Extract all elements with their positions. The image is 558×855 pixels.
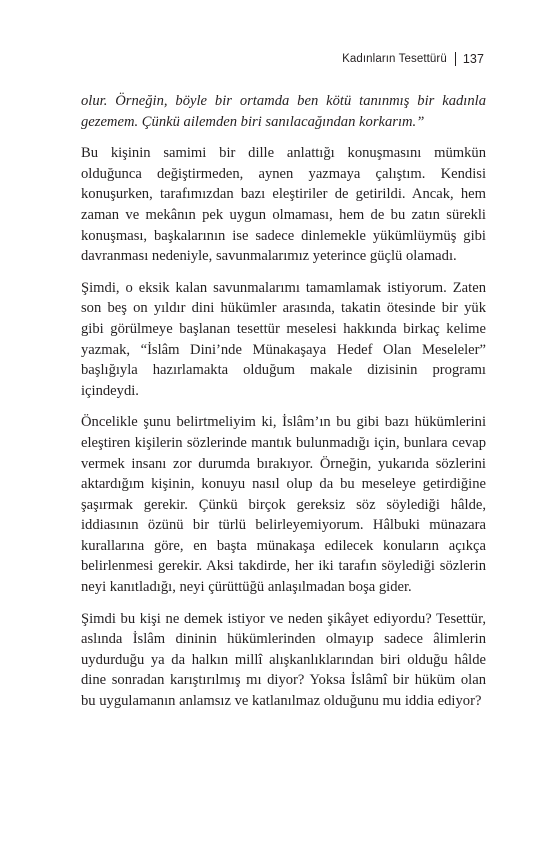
paragraph: Öncelikle şunu belirtmeliyim ki, İslâm’ın bu gibi bazı hükümlerini eleştiren kişilerin sözlerinde mantık bulunmadığı için, bunlara cevap vermek insanı zor durumda bırakıyor. Örneğin, yukarıda sözlerini aktardığım kişinin, konuyu nasıl olup da bu meseleye getirdiğine şaşırmak gerekir. Çünkü birçok gereksiz söz söylediği hâlde, iddiasının özünü bir türlü belirleyemiyorum. Hâlbuki münazara kurallarına göre, en başta münakaşa edilecek konuların açıkça belirlenmesi gerekir. Aksi takdirde, her iki tarafın söylediği sözlerin neyi kanıtladığı, neyi çürüttüğü anlaşılmadan boşa gider. bbox=[81, 414, 486, 596]
header-divider bbox=[455, 52, 456, 66]
chapter-title: Kadınların Tesettürü bbox=[342, 53, 447, 65]
running-header bbox=[342, 52, 484, 66]
body-text bbox=[81, 91, 486, 723]
quote-continuation-paragraph: olur. Örneğin, böyle bir ortamda ben kötü tanınmış bir kadınla gezemem. Çünkü ailemden biri sanılacağından korkarım.” bbox=[81, 93, 486, 130]
paragraph: Bu kişinin samimi bir dille anlattığı konuşmasını mümkün olduğunca değiştirmeden, aynen yazmaya çalıştım. Kendisi konuşurken, tarafımızdan bazı eleştiriler de getirildi. Ancak, hem zaman ve mekânın pek uygun olmaması, hem de bu zatın sürekli konuşması, başkalarının ise sadece dinlemekle yükümlüymüş gibi davranması nedeniyle, savunmalarımız yeterince güçlü olamadı. bbox=[81, 145, 486, 265]
paragraph: Şimdi, o eksik kalan savunmalarımı tamamlamak istiyorum. Zaten son beş on yıldır dini hükümler arasında, takatin ötesinde bir yük gibi görülmeye başlanan tesettür meselesi hakkında birkaç kelime yazmak, “İslâm Dini’nde Münakaşaya Hedef Olan Meseleler” başlığıyla hazırlamakta olduğum makale dizisinin programı içindeydi. bbox=[81, 279, 486, 399]
paragraph: Şimdi bu kişi ne demek istiyor ve neden şikâyet ediyordu? Tesettür, aslında İslâm dininin hükümlerinden olmayıp sadece âlimlerin uydurduğu ya da halkın millî alışkanlıklarından biri olduğu hâlde dine sonradan karıştırılmış mı diyor? Yoksa İslâmî bir hüküm olan bu uygulamanın anlamsız ve katlanılmaz olduğunu mu iddia ediyor? bbox=[81, 610, 486, 710]
page-number: 137 bbox=[462, 52, 484, 66]
